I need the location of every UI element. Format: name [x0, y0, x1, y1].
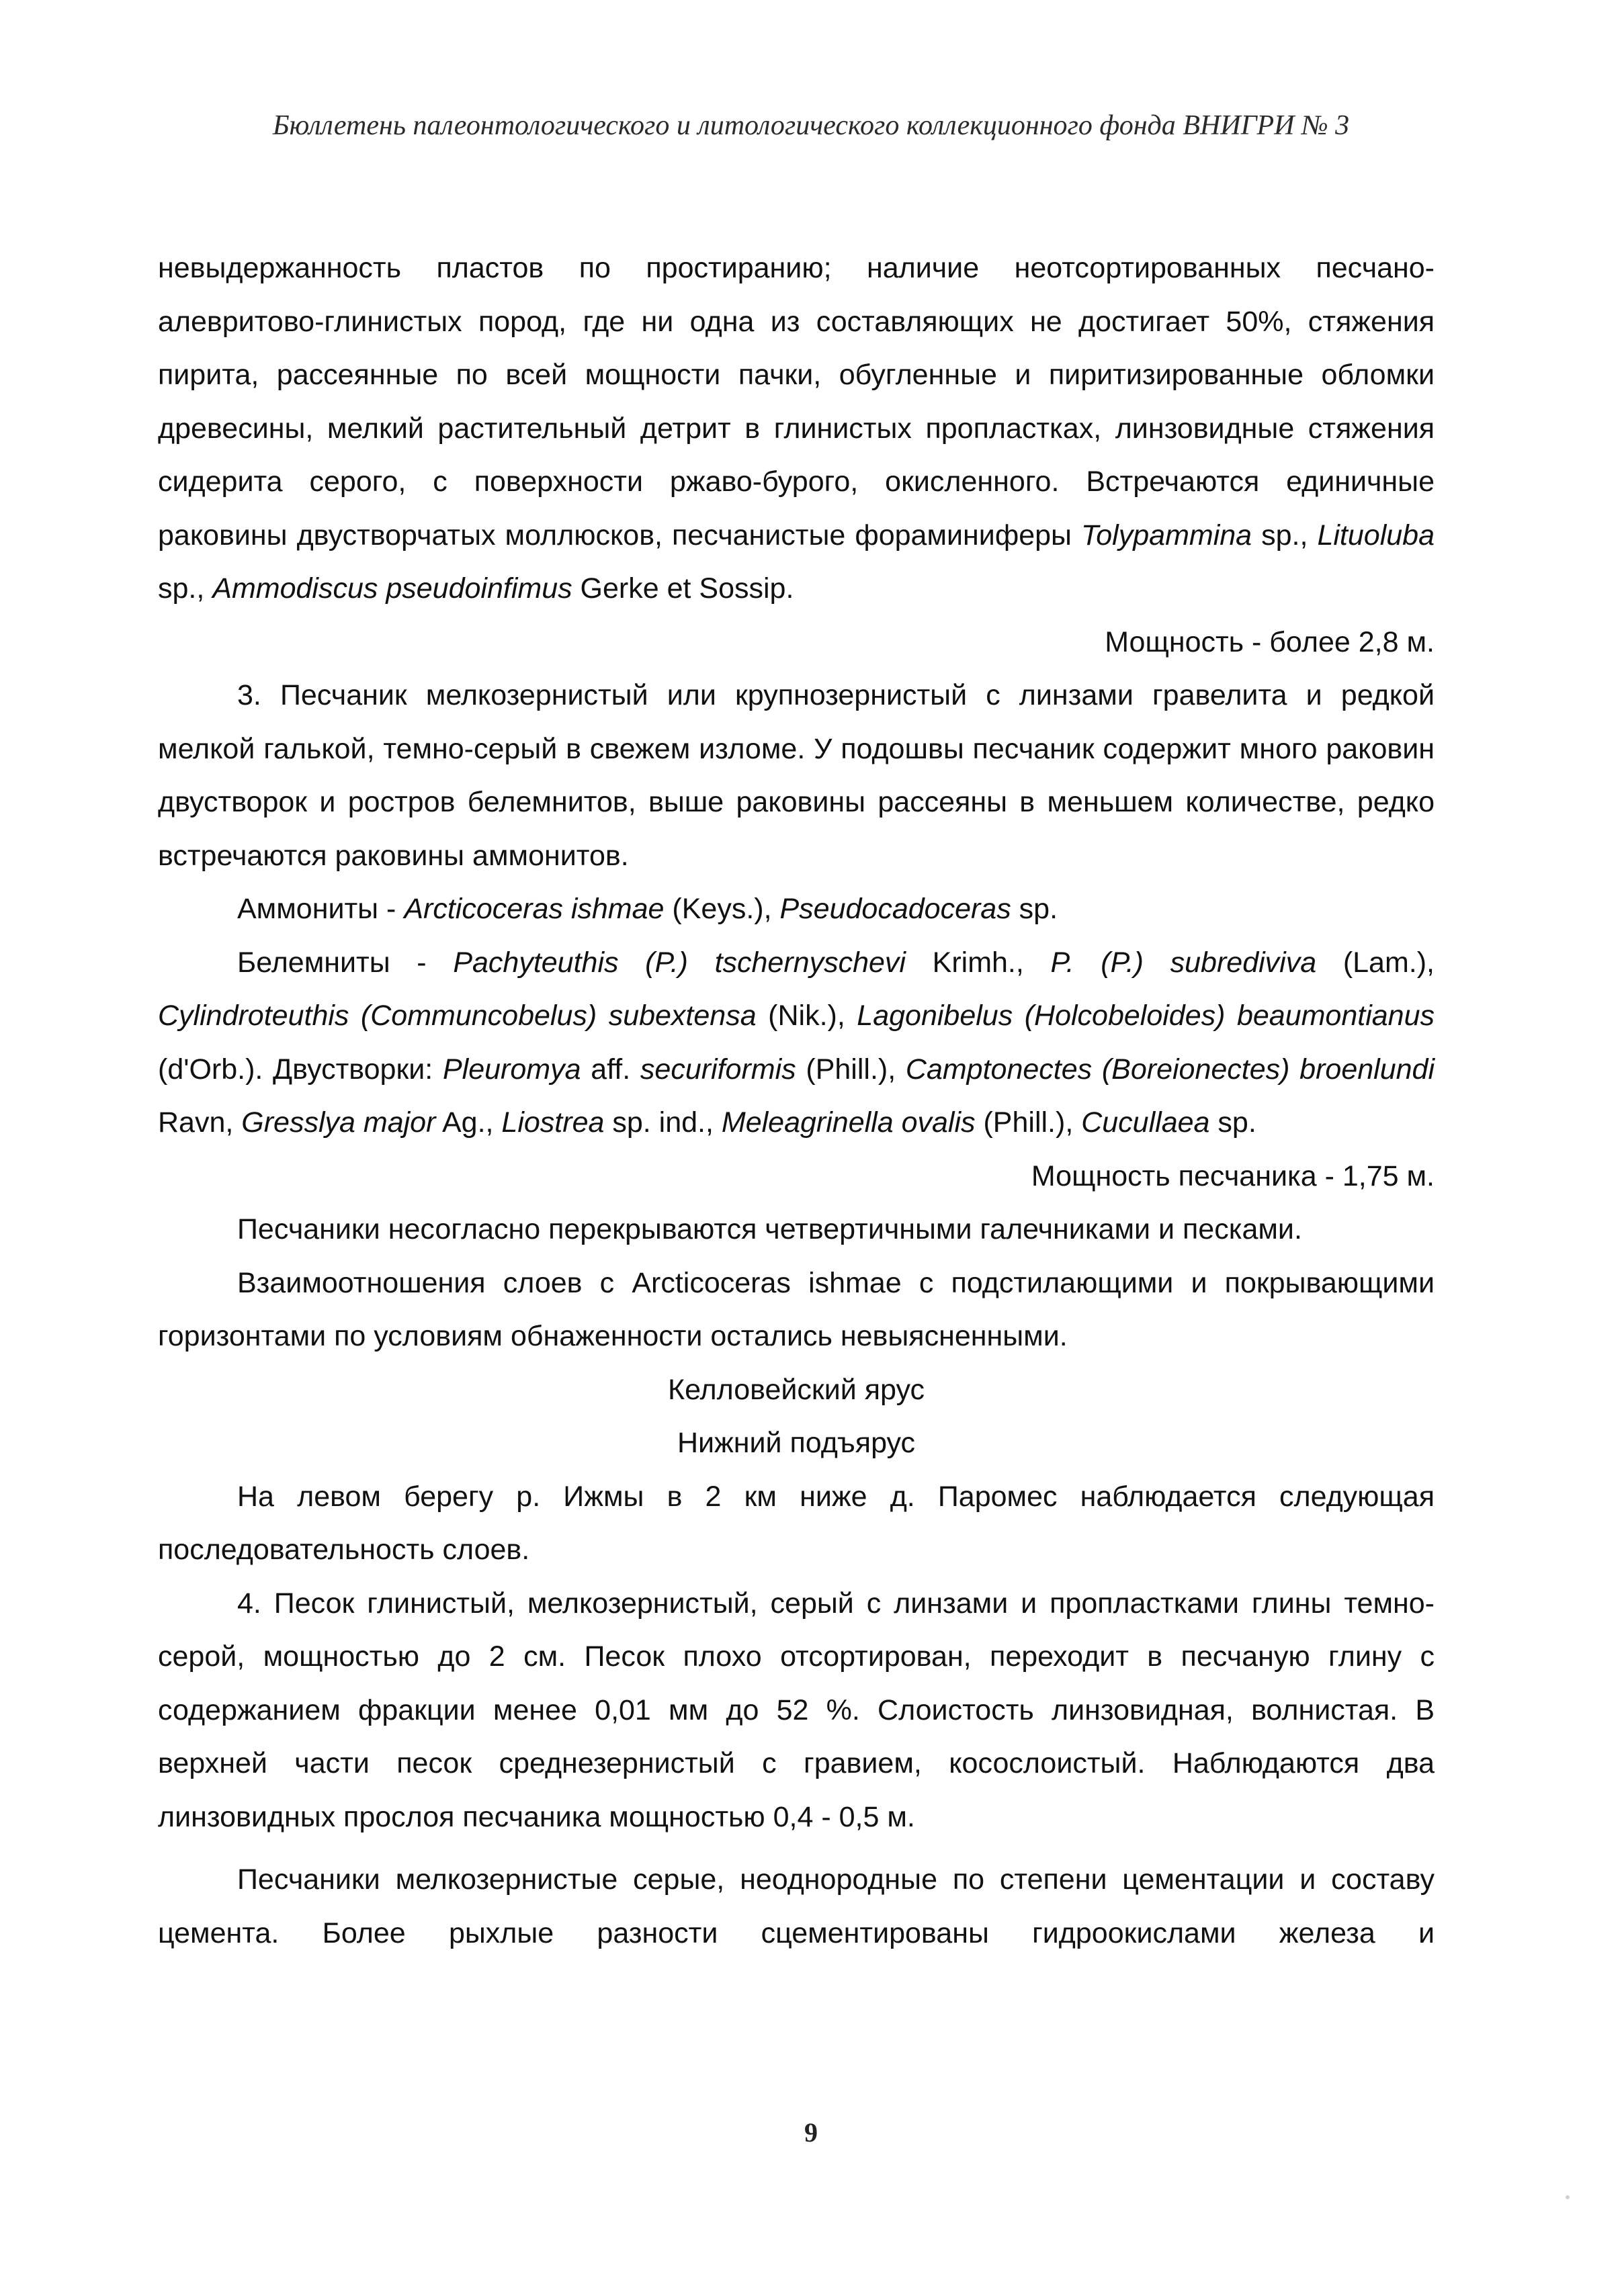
text-run: (Phill.),: [796, 1053, 906, 1086]
paragraph-relationships: Взаимоотношения слоев с Arcticoceras ishmae с подстилающими и покрывающими горизонтами по условиям обнаженности остались невыясненными.: [158, 1266, 1435, 1352]
running-header: Бюллетень палеонтологического и литологического коллекционного фонда ВНИГРИ № 3: [272, 110, 1350, 141]
text-run: aff.: [581, 1053, 640, 1086]
text-run: Gerke et Sossip.: [572, 572, 794, 605]
text-run: (d'Orb.). Двустворки:: [158, 1053, 443, 1086]
paragraph-belemnites: [158, 936, 1435, 1150]
taxon-name: Pseudocadoceras: [779, 893, 1011, 925]
paragraph-layer-2-continuation: [158, 242, 1435, 616]
taxon-name: Liostrea: [501, 1106, 605, 1139]
text-run: Белемниты -: [237, 946, 454, 979]
taxon-name: Meleagrinella ovalis: [721, 1106, 976, 1139]
body-text: [158, 242, 1435, 1960]
text-run: sp.: [1209, 1106, 1256, 1139]
text-run: Ravn,: [158, 1106, 242, 1139]
text-run: (Lam.),: [1316, 946, 1435, 979]
text-run: Krimh.,: [905, 946, 1051, 979]
taxon-name: Gresslya major: [241, 1106, 436, 1139]
text-run: Аммониты -: [237, 893, 404, 925]
section-heading-stage: Келловейский ярус: [668, 1373, 925, 1406]
taxon-name: Cucullaea: [1081, 1106, 1210, 1139]
taxon-name: Tolypammina: [1080, 519, 1252, 551]
thickness-note: Мощность песчаника - 1,75 м.: [1031, 1159, 1435, 1192]
text-run: (Keys.),: [664, 893, 780, 925]
taxon-name: Pleuromya: [442, 1053, 581, 1086]
text-run: sp.,: [158, 572, 213, 605]
taxon-name: Camptonectes (Boreionectes) broenlundi: [905, 1053, 1435, 1086]
taxon-name: securiformis: [640, 1053, 796, 1086]
text-run: невыдержанность пластов по простиранию; наличие неотсортированных песчано-алевритово-глинистых пород, где ни одна из составляющих не достигает 50%, стяжения пирита, рассеянные по всей мощности пачки, обугленные и пиритизированные обломки древесины, мелкий растительный детрит в глинистых пропластках, линзовидные стяжения сидерита серого, с поверхности ржаво-бурого, окисленного. Встречаются единичные раковины двустворчатых моллюсков, песчанистые фораминиферы: [158, 252, 1435, 551]
page-number: 9: [804, 2117, 818, 2148]
thickness-note: Мощность - более 2,8 м.: [1105, 625, 1435, 658]
taxon-name: Arcticoceras ishmae: [404, 893, 665, 925]
section-heading-substage: Нижний подъярус: [677, 1427, 916, 1459]
taxon-name: Pachyteuthis (P.) tschernyschevi: [453, 946, 906, 979]
paragraph-layer-3: 3. Песчаник мелкозернистый или крупнозернистый с линзами гравелита и редкой мелкой галькой, темно-серый в свежем изломе. У подошвы песчаник содержит много раковин двустворок и ростров белемнитов, выше раковины рассеяны в меньшем количестве, редко встречаются раковины аммонитов.: [158, 679, 1435, 872]
taxon-name: P. (P.) subrediviva: [1050, 946, 1317, 979]
scan-speck: [1566, 2195, 1570, 2199]
text-run: sp. ind.,: [604, 1106, 722, 1139]
paragraph-location: На левом берегу р. Ижмы в 2 км ниже д. Паромес наблюдается следующая последовательность слоев.: [158, 1480, 1435, 1566]
paragraph-sandstones: Песчаники мелкозернистые серые, неоднородные по степени цементации и составу цемента. Более рыхлые разности сцементированы гидроокислами железа и: [158, 1863, 1435, 1949]
paragraph-overlap: Песчаники несогласно перекрываются четвертичными галечниками и песками.: [237, 1213, 1302, 1245]
taxon-name: Cylindroteuthis (Communcobelus) subextensa: [158, 1000, 757, 1032]
paragraph-ammonites: [158, 883, 1435, 936]
text-run: Ag.,: [435, 1106, 502, 1139]
text-run: sp.: [1011, 893, 1058, 925]
text-run: sp.,: [1252, 519, 1318, 551]
paragraph-layer-4: 4. Песок глинистый, мелкозернистый, серый с линзами и пропластками глины темно-серой, мощностью до 2 см. Песок плохо отсортирован, переходит в песчаную глину с содержанием фракции менее 0,01 мм до 52 %. Слоистость линзовидная, волнистая. В верхней части песок среднезернистый с гравием, косослоистый. Наблюдаются два линзовидных прослоя песчаника мощностью 0,4 - 0,5 м.: [158, 1587, 1435, 1833]
taxon-name: Lituoluba: [1317, 519, 1435, 551]
text-run: (Nik.),: [756, 1000, 857, 1032]
taxon-name: Lagonibelus (Holcobeloides) beaumontianus: [857, 1000, 1435, 1032]
text-run: (Phill.),: [975, 1106, 1082, 1139]
taxon-name: Ammodiscus pseudoinfimus: [212, 572, 572, 605]
